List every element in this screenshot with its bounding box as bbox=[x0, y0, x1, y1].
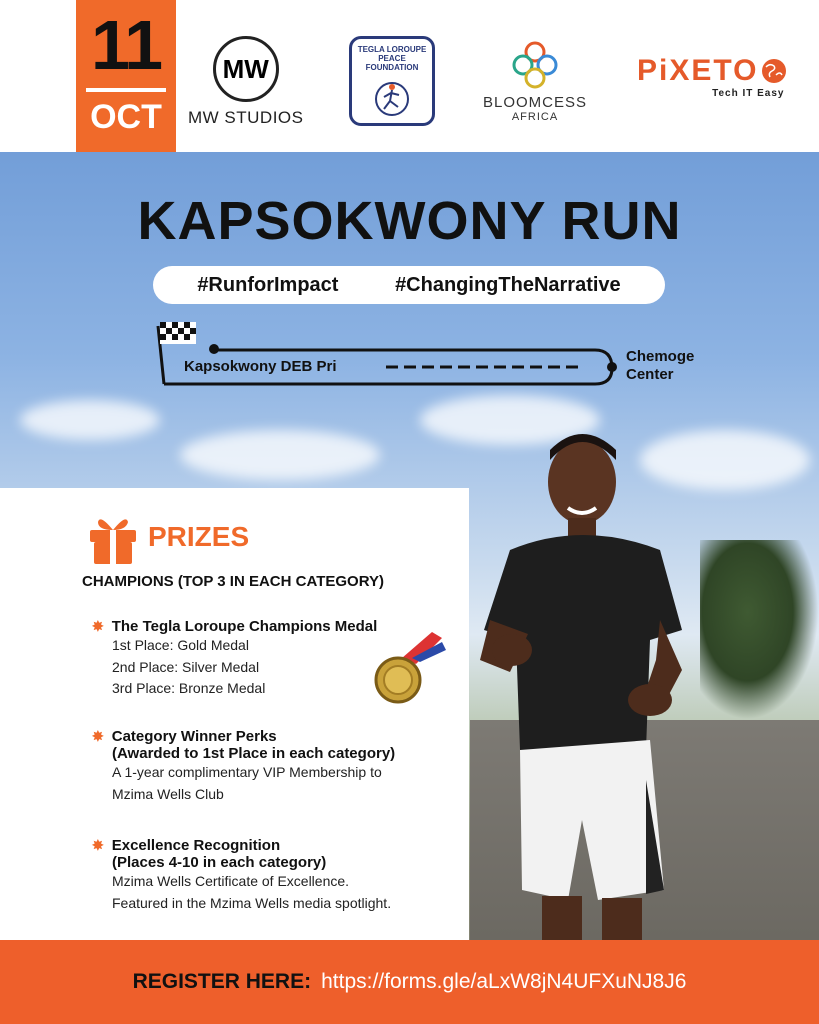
prizes-panel bbox=[0, 488, 469, 940]
route-start: Kapsokwony DEB Pri bbox=[184, 358, 337, 375]
prize-line: 2nd Place: Silver Medal bbox=[112, 658, 260, 675]
date-divider bbox=[86, 88, 166, 92]
runner-figure bbox=[450, 420, 730, 940]
bloomcess-sub: AFRICA bbox=[511, 111, 559, 123]
bloomcess-logo bbox=[483, 38, 587, 123]
tegla-name: TEGLA LOROUPE PEACE FOUNDATION bbox=[357, 45, 427, 73]
star-bullet-icon: ✸ bbox=[92, 837, 104, 853]
pixeto-logo bbox=[637, 54, 788, 99]
globe-icon bbox=[760, 57, 788, 85]
hashtag: #RunforImpact bbox=[197, 273, 339, 296]
prize-subtitle: (Places 4-10 in each category) bbox=[112, 854, 327, 871]
tegla-loroupe-logo bbox=[349, 36, 435, 126]
prize-title: Excellence Recognition bbox=[111, 837, 281, 854]
event-title: KAPSOKWONY RUN bbox=[137, 191, 682, 251]
prize-line: Mzima Wells Club bbox=[112, 785, 224, 802]
checkered-flag-icon bbox=[160, 322, 196, 344]
mw-studios-logo bbox=[188, 36, 304, 128]
star-bullet-icon: ✸ bbox=[92, 618, 104, 634]
prize-title: Category Winner Perks bbox=[111, 728, 277, 745]
register-label: REGISTER HERE: bbox=[132, 970, 312, 993]
mw-mark: MW bbox=[213, 36, 279, 102]
mw-studios-name: MW STUDIOS bbox=[188, 108, 304, 127]
event-month: OCT bbox=[90, 98, 162, 136]
prize-item bbox=[92, 728, 395, 805]
bloomcess-name: BLOOMCESS bbox=[483, 94, 588, 111]
prize-title: The Tegla Loroupe Champions Medal bbox=[111, 618, 378, 635]
prize-line: 3rd Place: Bronze Medal bbox=[112, 680, 266, 697]
prize-line: A 1-year complimentary VIP Membership to bbox=[112, 764, 382, 780]
runner-emblem-icon bbox=[372, 73, 412, 121]
bloomcess-flower-icon bbox=[508, 38, 562, 92]
prize-line: 1st Place: Gold Medal bbox=[112, 637, 249, 653]
star-bullet-icon: ✸ bbox=[92, 728, 104, 744]
pixeto-tagline: Tech IT Easy bbox=[712, 88, 785, 99]
prizes-title: PRIZES bbox=[148, 521, 250, 552]
header-strip bbox=[0, 0, 819, 152]
prizes-header bbox=[84, 508, 249, 566]
register-footer bbox=[0, 940, 819, 1024]
date-badge bbox=[76, 0, 176, 152]
prize-subtitle: (Awarded to 1st Place in each category) bbox=[112, 745, 396, 762]
prize-line: Mzima Wells Certificate of Excellence. bbox=[112, 873, 350, 889]
champions-subheading: CHAMPIONS (TOP 3 IN EACH CATEGORY) bbox=[82, 573, 384, 590]
event-day: 11 bbox=[91, 6, 161, 84]
prize-item bbox=[92, 837, 391, 914]
hashtag: #ChangingTheNarrative bbox=[395, 273, 621, 296]
register-link[interactable]: https://forms.gle/aLxW8jN4UFXuNJ8J6 bbox=[321, 970, 687, 993]
gift-icon bbox=[84, 508, 142, 566]
route-finish: Chemoge Center bbox=[626, 348, 695, 383]
prize-line: Featured in the Mzima Wells media spotlight. bbox=[112, 894, 392, 911]
hashtag-pill bbox=[153, 266, 665, 304]
pixeto-name: PiXETO bbox=[637, 54, 759, 87]
route-map bbox=[150, 318, 710, 398]
prize-item bbox=[92, 618, 377, 700]
